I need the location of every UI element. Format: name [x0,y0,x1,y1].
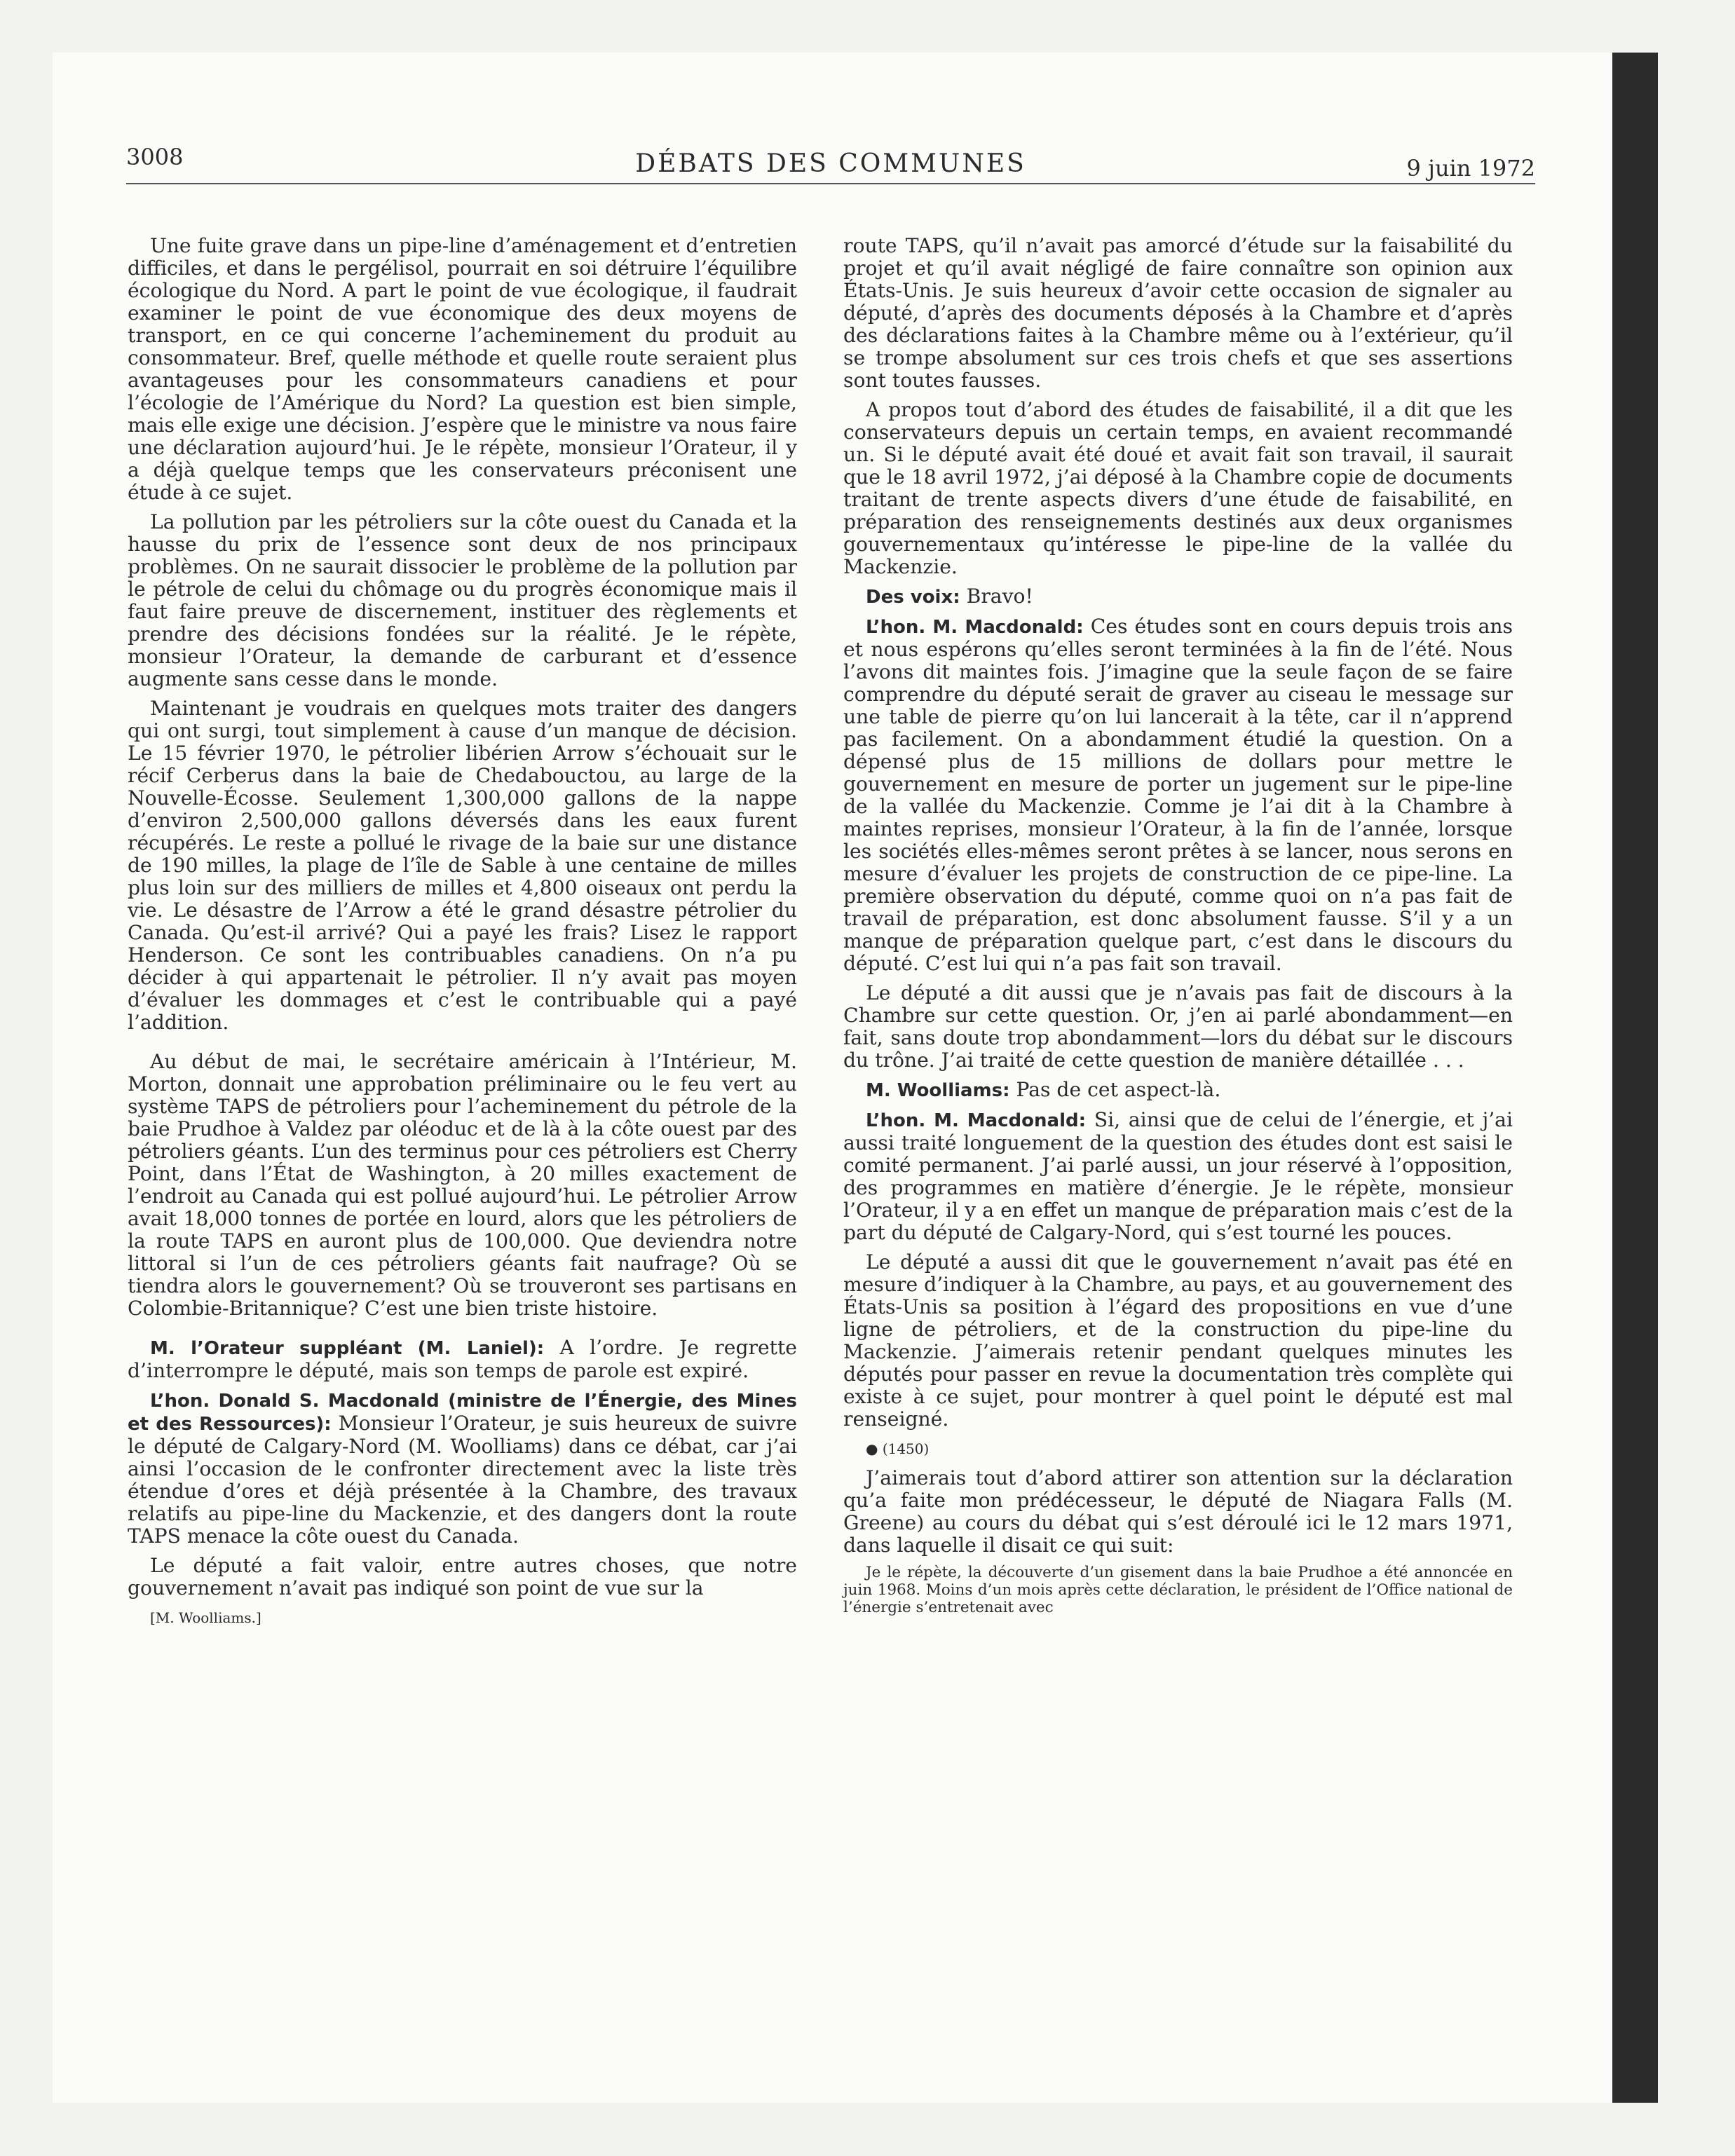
scan-edge-bar [1612,53,1658,2103]
speech-paragraph [128,1337,797,1382]
speech-text: Pas de cet aspect-là. [1016,1078,1221,1101]
speaker-name: L’hon. M. Macdonald: [866,1110,1087,1131]
page-date: 9 juin 1972 [1406,155,1535,182]
paragraph: Maintenant je voudrais en quelques mots traiter des dangers qui ont surgi, tout simplement à cause d’un manque de décision. Le 15 février 1970, le pétrolier libérien Arrow s’échouait sur le récif Cerberus dans la baie de Chedabouctou, au large de la Nouvelle-Écosse. Seulement 1,300,000 gallons de la nappe d’environ 2,500,000 gallons déversés dans les eaux furent récupérés. Le reste a pollué le rivage de la baie sur une distance de 190 milles, la plage de l’île de Sable à une centaine de milles plus loin sur des milliers de milles et 4,800 oiseaux ont perdu la vie. Le désastre de l’Arrow a été le grand désastre pétrolier du Canada. Qu’est-il arrivé? Qui a payé les frais? Lisez le rapport Henderson. Ce sont les contribuables canadiens. On n’a pu décider à qui appartenait le pétrolier. Il n’y avait pas moyen d’évaluer les dommages et c’est le contribuable qui a payé l’addition. [128,697,797,1034]
speech-text: A l’ordre. Je regrette d’interrompre le député, mais son temps de parole est expiré. [128,1336,797,1382]
paragraph: J’aimerais tout d’abord attirer son attention sur la déclaration qu’a faite mon prédécesseur, le député de Niagara Falls (M. Greene) au cours du débat qui s’est déroulé ici le 12 mars 1971, dans laquelle il disait ce qui suit: [843,1466,1513,1557]
page-header [126,144,1535,184]
speaker-name: L’hon. M. Macdonald: [866,617,1084,638]
speaker-name: L’hon. Donald S. Macdonald (ministre de l’Énergie, des Mines et des Ressources): [128,1391,797,1435]
speech-text: Si, ainsi que de celui de l’énergie, et j’ai aussi traité longuement de la question des études dont est saisi le comité permanent. J’ai parlé aussi, un jour réservé à l’opposition, des programmes en matière d’énergie. Je le répète, monsieur l’Orateur, il y a en effet un manque de préparation mais c’est de la part du député de Calgary-Nord, qui s’est tourné les pouces. [843,1108,1513,1244]
speech-paragraph [843,1079,1513,1102]
paragraph: La pollution par les pétroliers sur la côte ouest du Canada et la hausse du prix de l’essence sont deux de nos principaux problèmes. On ne saurait dissocier le problème de la pollution par le pétrole de celui du chômage ou du progrès économique mais il faut faire preuve de discernement, instituer des règlements et prendre des décisions fondées sur la réalité. Je le répète, monsieur l’Orateur, la demande de carburant et d’essence augmente sans cesse dans le monde. [128,510,797,690]
timestamp: ● (1450) [866,1440,930,1457]
paragraph: Le député a fait valoir, entre autres choses, que notre gouvernement n’avait pas indiqué son point de vue sur la [128,1554,797,1599]
block-quote: Je le répète, la découverte d’un gisement dans la baie Prudhoe a été annoncée en juin 1968. Moins d’un mois après cette déclaration, le président de l’Office national de l’énergie s’entretenait avec [843,1564,1513,1616]
speech-paragraph [128,1389,797,1548]
footnote: [M. Woolliams.] [150,1609,261,1626]
speech-text: Ces études sont en cours depuis trois ans et nous espérons qu’elles seront terminées à la fin de l’été. Nous l’avons dit maintes fois. J’imagine que la seule façon de se faire comprendre du député serait de graver au ciseau le message sur une table de pierre qu’on lui lancerait à la tête, car il n’apprend pas facilement. On a abondamment étudié la question. On a dépensé plus de 15 millions de dollars pour mettre le gouvernement en mesure de porter un jugement sur le pipe-line de la vallée du Mackenzie. Comme je l’ai dit à la Chambre à maintes reprises, monsieur l’Orateur, à la fin de l’année, lorsque les sociétés elles-mêmes seront prêtes à se lancer, nous serons en mesure d’évaluer les projets de construction de ce pipe-line. La première observation du député, comme quoi on n’a pas fait de travail de préparation, est donc absolument fausse. S’il y a un manque de préparation quelque part, c’est dans le discours du député. C’est lui qui n’a pas fait son travail. [843,615,1513,975]
page-number: 3008 [126,144,184,170]
paragraph: Le député a dit aussi que je n’avais pas fait de discours à la Chambre sur cette question. Or, j’en ai parlé abondamment—en fait, sans doute trop abondamment—lors du débat sur le discours du trône. J’ai traité de cette question de manière détaillée . . . [843,981,1513,1072]
speaker-name: M. Woolliams: [866,1080,1010,1101]
paragraph: Le député a aussi dit que le gouvernement n’avait pas été en mesure d’indiquer à la Chambre, au pays, et au gouvernement des États-Unis sa position à l’égard des propositions en vue d’une ligne de pétroliers, et de la construction du pipe-line du Mackenzie. J’aimerais retenir pendant quelques minutes les députés pour passer en revue la documentation très complète qui existe à ce sujet, pour montrer à quel point le député est mal renseigné. [843,1250,1513,1431]
speaker-name: M. l’Orateur suppléant (M. Laniel): [150,1338,545,1359]
speech-text: Bravo! [966,585,1033,608]
speech-paragraph [843,615,1513,975]
paragraph: Au début de mai, le secrétaire américain à l’Intérieur, M. Morton, donnait une approbation préliminaire ou le feu vert au système TAPS de pétroliers pour l’acheminement du pétrole de la baie Prudhoe à Valdez par oléoduc et de là à la côte ouest par des pétroliers géants. L’un des terminus pour ces pétroliers est Cherry Point, dans l’État de Washington, à 20 milles exactement de l’endroit au Canada qui est pollué aujourd’hui. Le pétrolier Arrow avait 18,000 tonnes de portée en lourd, alors que les pétroliers de la route TAPS en auront plus de 100,000. Que deviendra notre littoral si l’un de ces pétroliers géants fait naufrage? Où se tiendra alors le gouvernement? Où se trouveront ses partisans en Colombie-Britannique? C’est une bien triste histoire. [128,1050,797,1320]
paragraph: route TAPS, qu’il n’avait pas amorcé d’étude sur la faisabilité du projet et qu’il avait négligé de faire connaître son opinion aux États-Unis. Je suis heureux d’avoir cette occasion de signaler au député, d’après des documents déposés à la Chambre et d’après des déclarations faites à la Chambre même ou à l’extérieur, qu’il se trompe absolument sur ces trois chefs et que ses assertions sont toutes fausses. [843,234,1513,392]
speech-paragraph [843,1109,1513,1244]
right-column [843,235,1513,1623]
speaker-name: Des voix: [866,587,960,608]
paragraph: Une fuite grave dans un pipe-line d’aménagement et d’entretien difficiles, et dans le pergélisol, pourrait en soi détruire l’équilibre écologique du Nord. A part le point de vue écologique, il faudrait examiner le point de vue économique des deux moyens de transport, en ce qui concerne l’acheminement du produit au consommateur. Bref, quelle méthode et quelle route seraient plus avantageuses pour les consommateurs canadiens et pour l’écologie de l’Amérique du Nord? La question est bien simple, mais elle exige une décision. J’espère que le ministre va nous faire une déclaration aujourd’hui. Je le répète, monsieur l’Orateur, il y a déjà quelque temps que les conservateurs préconisent une étude à ce sujet. [128,234,797,504]
speech-text: Monsieur l’Orateur, je suis heureux de suivre le député de Calgary-Nord (M. Woolliams) dans ce débat, car j’ai ainsi l’occasion de le confronter directement avec la liste très étendue d’ores et déjà présentée à la Chambre, des travaux relatifs au pipe-line du Mackenzie, et des dangers dont la route TAPS menace la côte ouest du Canada. [128,1412,797,1548]
page-title: DÉBATS DES COMMUNES [635,149,1026,178]
left-column [128,235,797,1636]
speech-paragraph [843,585,1513,608]
paragraph: A propos tout d’abord des études de faisabilité, il a dit que les conservateurs depuis un certain temps, en avaient recommandé un. Si le député avait été doué et avait fait son travail, il saurait que le 18 avril 1972, j’ai déposé à la Chambre copie de documents traitant de trente aspects divers d’une étude de faisabilité, en préparation des renseignements destinés aux deux organismes gouvernementaux qu’intéresse le pipe-line de la vallée du Mackenzie. [843,398,1513,578]
